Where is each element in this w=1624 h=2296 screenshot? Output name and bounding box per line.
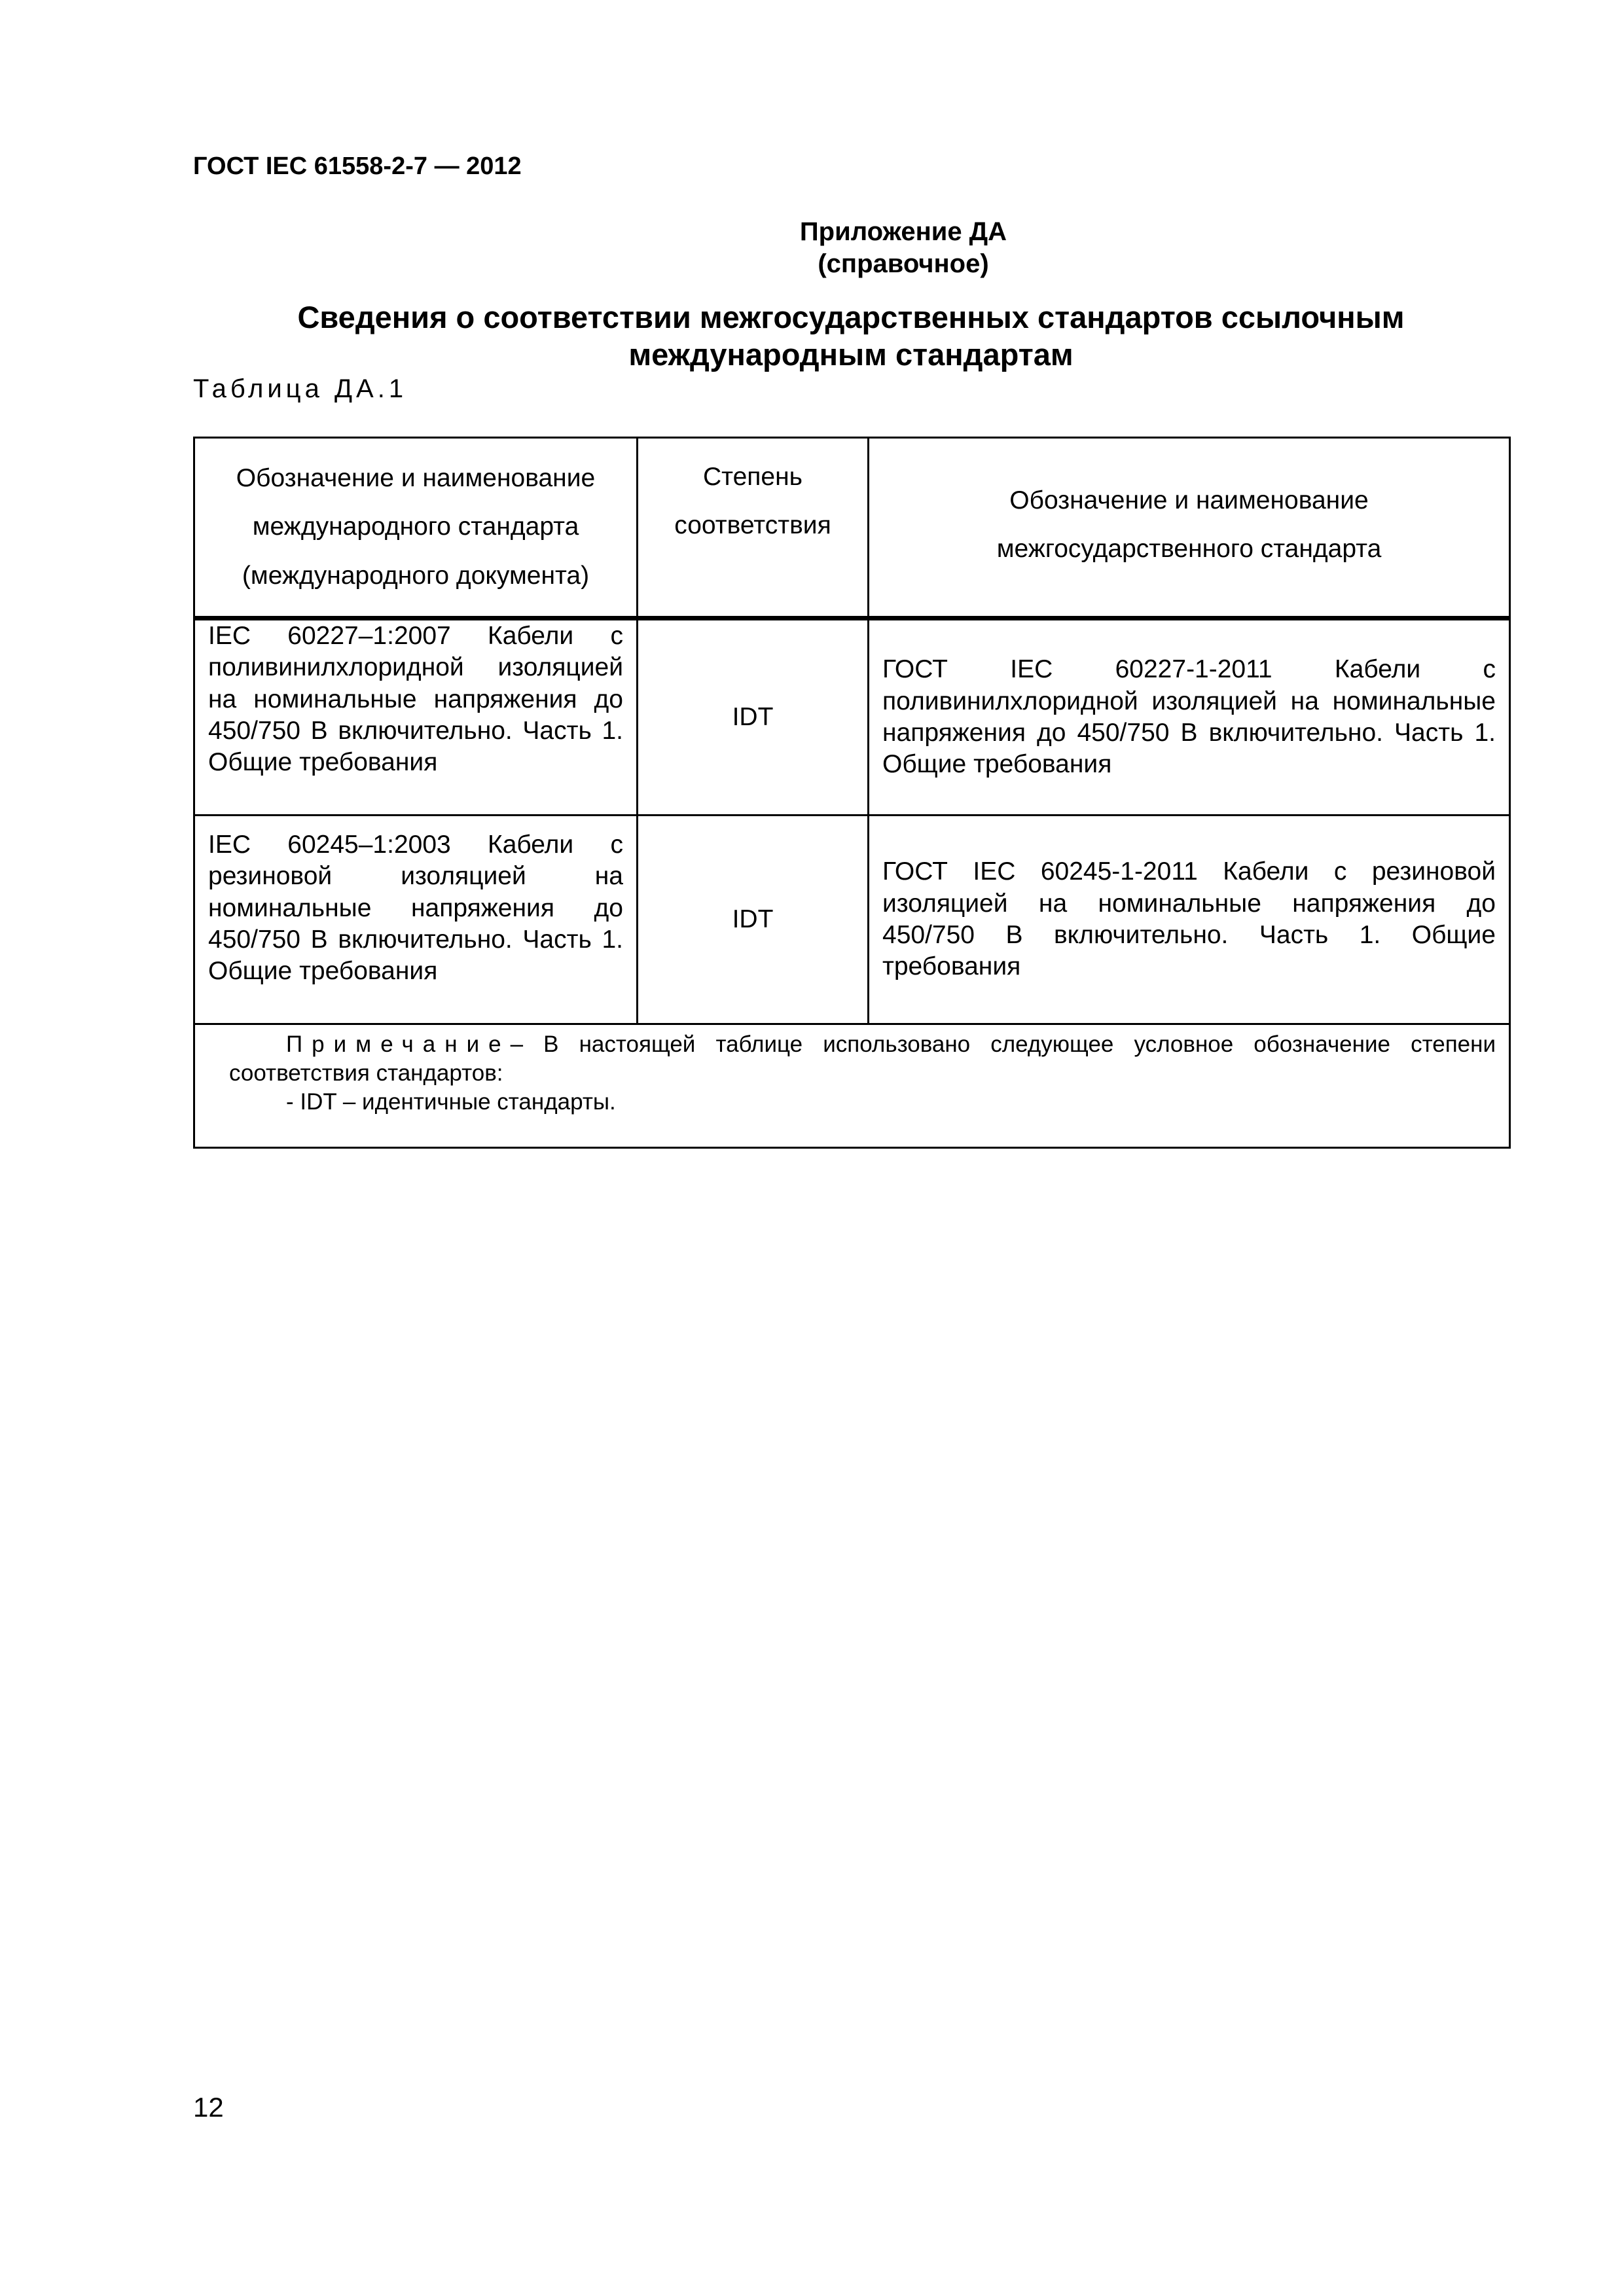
page-number: 12 — [193, 2092, 224, 2123]
table-row — [194, 816, 1510, 1024]
interstate-standard-cell: ГОСТ IEC 60227-1-2011 Кабели с поливинилхлоридной изоляцией на номинальные напряжения до 450/750 В включительно. Часть 1. Общие требования — [869, 619, 1510, 816]
header-col3-line: межгосударственного стандарта — [996, 535, 1382, 564]
main-title-line-1: Сведения о соответствии межгосударственных стандартов ссылочным — [297, 300, 1405, 334]
header-col2-line: Степень — [703, 463, 803, 491]
correspondence-table — [193, 437, 1511, 1149]
note-text-1: – В настоящей таблице использовано следующее условное обозначение степени — [510, 1031, 1496, 1057]
annex-subtitle: (справочное) — [818, 249, 989, 279]
interstate-standard-cell: ГОСТ IEC 60245-1-2011 Кабели с резиновой изоляцией на номинальные напряжения до 450/750 В включительно. Часть 1. Общие требования — [869, 816, 1510, 1024]
degree-cell: IDT — [638, 619, 869, 816]
international-standard-cell: IEC 60245–1:2003 Кабели с резиновой изоляцией на номинальные напряжения до 450/750 В включительно. Часть 1. Общие требования — [194, 816, 638, 1024]
table-caption: Таблица ДА.1 — [193, 374, 408, 403]
header-col3-line: Обозначение и наименование — [1009, 486, 1369, 514]
note-line-3: - IDT – идентичные стандарты. — [286, 1088, 616, 1115]
header-interstate-standard — [869, 438, 1510, 619]
annex-title: Приложение ДА — [799, 217, 1007, 246]
document-code-header: ГОСТ IEC 61558-2-7 — 2012 — [193, 152, 522, 180]
header-col1-line: (международного документа) — [242, 561, 590, 590]
international-standard-cell: IEC 60227–1:2007 Кабели с поливинилхлоридной изоляцией на номинальные напряжения до 450/750 В включительно. Часть 1. Общие требования — [194, 619, 638, 816]
note-line-1 — [229, 1030, 1496, 1059]
correspondence-table-container — [193, 437, 1509, 1115]
note-label: Примечание — [286, 1031, 511, 1057]
table-header-row — [194, 438, 1510, 619]
table-note-cell — [194, 1024, 1510, 1148]
header-degree-of-correspondence — [638, 438, 869, 619]
header-col1-line: международного стандарта — [252, 512, 579, 541]
header-col1-line: Обозначение и наименование — [236, 464, 596, 493]
header-col2-line: соответствия — [674, 511, 831, 540]
table-row — [194, 619, 1510, 816]
main-title — [193, 298, 1509, 374]
table-note-row — [194, 1024, 1510, 1148]
degree-cell: IDT — [638, 816, 869, 1024]
note-line-2: соответствия стандартов: — [229, 1060, 503, 1086]
main-title-line-2: международным стандартам — [628, 337, 1074, 372]
header-international-standard — [194, 438, 638, 619]
